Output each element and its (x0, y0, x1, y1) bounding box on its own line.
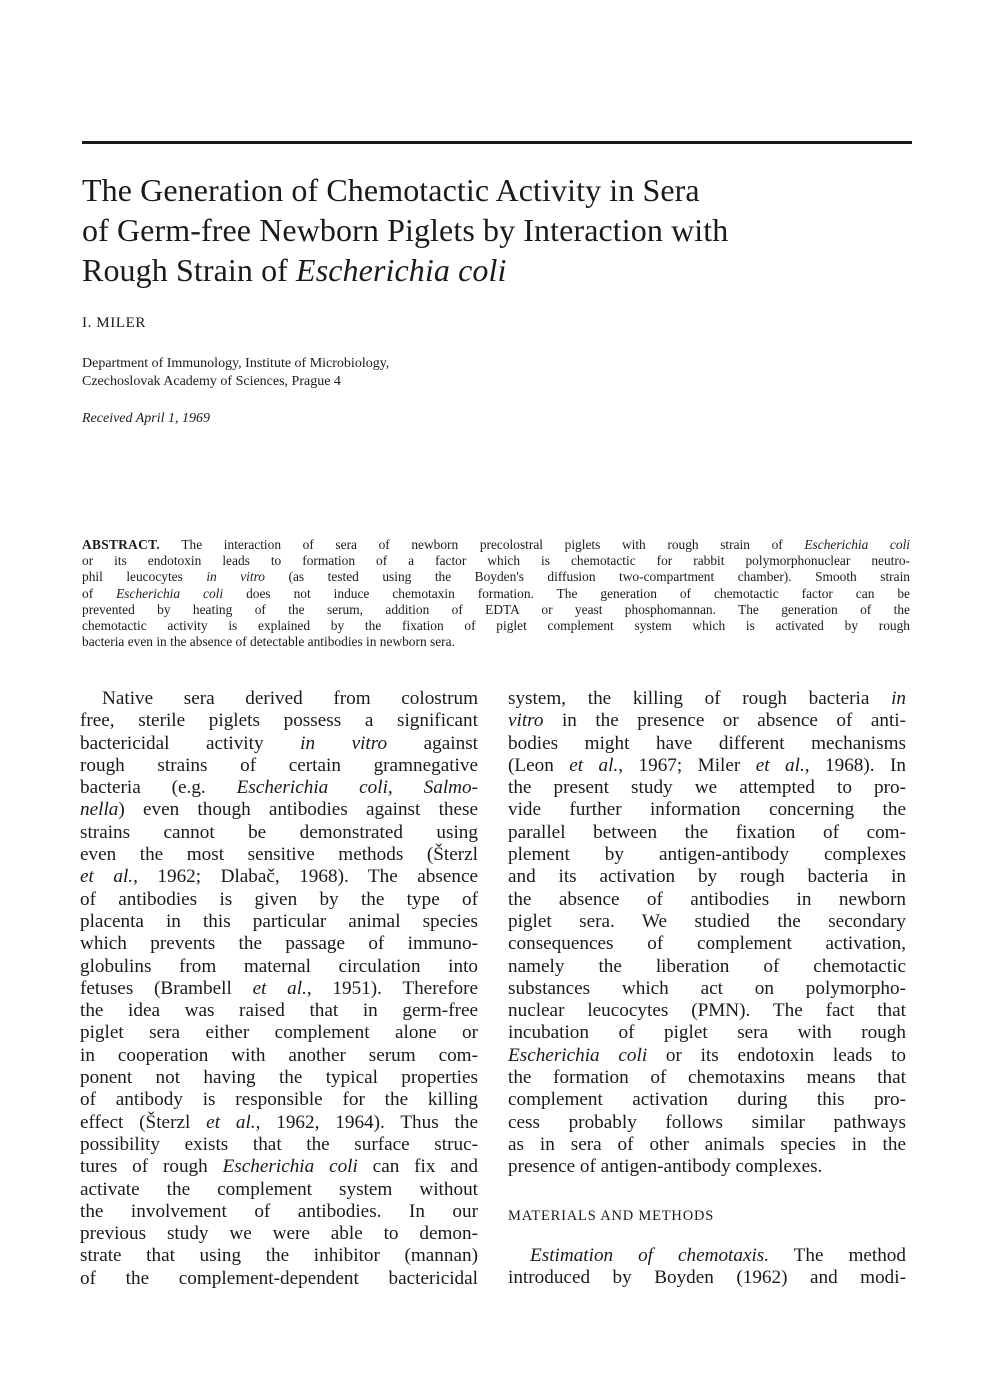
affiliation-line: Czechoslovak Academy of Sciences, Prague 4 (82, 374, 341, 389)
text-line: of antibody is responsible for the killing (80, 1089, 478, 1111)
text-line: in cooperation with another serum com- (80, 1044, 478, 1066)
text-line: tures of rough Escherichia coli can fix and (80, 1156, 479, 1178)
text-line: parallel between the fixation of com- (508, 821, 906, 843)
author-name: I. MILER (82, 315, 146, 331)
text-line: globulins from maternal circulation into (80, 955, 478, 977)
text-line: complement activation during this pro- (508, 1089, 906, 1111)
title-text: Rough Strain of (82, 252, 297, 288)
text-line: vitro in the presence or absence of anti- (508, 710, 906, 732)
text-line: namely the liberation of chemotactic (508, 955, 906, 977)
text-line: nella) even though antibodies against these (80, 799, 478, 821)
text-line: the formation of chemotaxins means that (508, 1067, 906, 1089)
text-line: of the complement-dependent bactericidal (80, 1267, 478, 1289)
text-line: even the most sensitive methods (Šterzl (80, 844, 478, 866)
abstract-line: phil leucocytes in vitro (as tested using the Boyden's diffusion two-compartment chamber). Smooth strain (82, 569, 910, 585)
text-line: Estimation of chemotaxis. The method (530, 1244, 906, 1266)
text-line: as in sera of other animals species in the (508, 1133, 906, 1155)
text-line: effect (Šterzl et al., 1962, 1964). Thus the (80, 1111, 478, 1133)
text-line: which prevents the passage of immuno- (80, 933, 478, 955)
text-line: plement by antigen-antibody complexes (508, 844, 906, 866)
abstract-label: ABSTRACT. (82, 537, 160, 552)
text-line: previous study we were able to demon- (80, 1223, 478, 1245)
abstract-line: ABSTRACT. The interaction of sera of newborn precolostral piglets with rough strain of Escherichia coli (82, 537, 911, 552)
italic-text: in vitro (206, 569, 266, 585)
section-heading: MATERIALS AND METHODS (508, 1207, 715, 1224)
title-line (82, 250, 912, 290)
abstract-line: prevented by heating of the serum, addition of EDTA or yeast phosphomannan. The generation of the (82, 601, 910, 617)
text-line: piglet sera. We studied the secondary (508, 910, 906, 932)
text-line: placenta in this particular animal species (80, 910, 478, 932)
text-line: bacteria (e.g. Escherichia coli, Salmo- (80, 777, 478, 799)
text-line: Native sera derived from colostrum (102, 688, 478, 709)
italic-text: Escherichia coli (804, 537, 911, 552)
text-line: fetuses (Brambell et al., 1951). Therefore (80, 977, 478, 999)
text-line: system, the killing of rough bacteria in (508, 688, 906, 709)
italic-text: Escherichia coli (116, 585, 224, 601)
article-title (82, 170, 912, 290)
text-line: and its activation by rough bacteria in (508, 866, 906, 888)
text-line: consequences of complement activation, (508, 933, 906, 955)
text-line: rough strains of certain gramnegative (80, 754, 478, 776)
received-date: Received April 1, 1969 (82, 411, 211, 426)
abstract-line: of Escherichia coli does not induce chemotaxin formation. The generation of chemotactic factor can be (82, 585, 910, 601)
text-line: vide further information concerning the (508, 799, 906, 821)
text-line: the absence of antibodies in newborn (508, 888, 906, 910)
abstract-line: bacteria even in the absence of detectable antibodies in newborn sera. (82, 634, 455, 650)
text-line: activate the complement system without (80, 1178, 478, 1200)
body-column-right (508, 688, 906, 1289)
abstract (82, 537, 910, 650)
text-line: incubation of piglet sera with rough (508, 1022, 906, 1044)
text-line: ponent not having the typical properties (80, 1067, 478, 1089)
text-line: nuclear leucocytes (PMN). The fact that (508, 1000, 906, 1022)
top-rule (82, 141, 912, 144)
text-line: bodies might have different mechanisms (508, 732, 906, 754)
text-line: free, sterile piglets possess a significant (80, 710, 478, 732)
text-line: strains cannot be demonstrated using (80, 821, 478, 843)
text-line: the idea was raised that in germ-free (80, 1000, 478, 1022)
title-line: The Generation of Chemotactic Activity in Sera (82, 172, 700, 208)
text-line: (Leon et al., 1967; Miler et al., 1968). In (508, 754, 906, 776)
abstract-line: chemotactic activity is explained by the fixation of piglet complement system which is activated by rough (82, 618, 910, 634)
text-line: piglet sera either complement alone or (80, 1022, 478, 1044)
text-line: cess probably follows similar pathways (508, 1111, 906, 1133)
text-line: possibility exists that the surface struc- (80, 1133, 478, 1155)
title-italic-text: Escherichia coli (296, 252, 507, 288)
text-line: strate that using the inhibitor (mannan) (80, 1245, 478, 1267)
text-line: the present study we attempted to pro- (508, 777, 906, 799)
body-column-left (80, 688, 478, 1290)
text-line: Escherichia coli or its endotoxin leads to (508, 1044, 907, 1066)
affiliation (82, 355, 682, 391)
text-line: introduced by Boyden (1962) and modi- (508, 1267, 906, 1289)
text-line: substances which act on polymorpho- (508, 977, 906, 999)
abstract-line: or its endotoxin leads to formation of a factor which is chemotactic for rabbit polymorphonuclear neutro- (82, 553, 910, 569)
text-line: bactericidal activity in vitro against (80, 732, 478, 754)
text-line: presence of antigen-antibody complexes. (508, 1156, 823, 1178)
text-line: the involvement of antibodies. In our (80, 1200, 478, 1222)
affiliation-line: Department of Immunology, Institute of Microbiology, (82, 356, 390, 371)
text-line: et al., 1962; Dlabač, 1968). The absence (80, 866, 478, 888)
title-line: of Germ-free Newborn Piglets by Interaction with (82, 212, 729, 248)
text-line: of antibodies is given by the type of (80, 888, 478, 910)
